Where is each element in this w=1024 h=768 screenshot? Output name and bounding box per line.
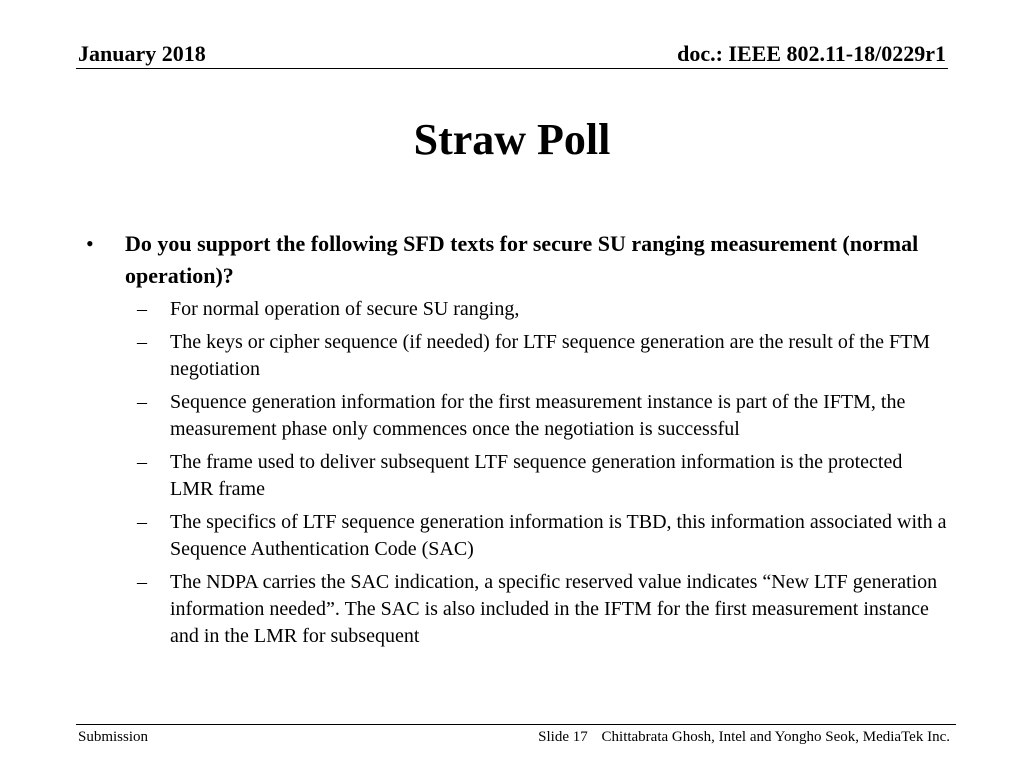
dash-glyph: –	[137, 451, 147, 473]
footer-divider	[76, 724, 956, 725]
sub-item-text: The NDPA carries the SAC indication, a specific reserved value indicates “New LTF generation information needed”. The SAC is also included in the IFTM for the first measurement instance and in the LMR for subsequent	[170, 571, 938, 647]
dash-glyph: –	[137, 511, 147, 533]
header-divider	[76, 68, 948, 69]
footer-submission: Submission	[78, 729, 149, 745]
sub-item-text: The frame used to deliver subsequent LTF sequence generation information is the protected LMR frame	[170, 451, 903, 500]
footer-authors: Chittabrata Ghosh, Intel and Yongho Seok, MediaTek Inc.	[601, 729, 950, 745]
sub-item	[125, 569, 950, 650]
dash-glyph: –	[137, 298, 147, 320]
dash-glyph: –	[137, 331, 147, 353]
bullet-glyph: •	[86, 231, 94, 256]
slide-title: Straw Poll	[413, 115, 611, 164]
main-bullet	[84, 228, 950, 292]
sub-item-text: For normal operation of secure SU ranging,	[170, 298, 520, 320]
sub-item-text: The keys or cipher sequence (if needed) for LTF sequence generation are the result of the FTM negotiation	[170, 331, 931, 380]
sub-item-text: The specifics of LTF sequence generation information is TBD, this information associated with a Sequence Authentication Code (SAC)	[170, 511, 947, 560]
question-text: Do you support the following SFD texts for secure SU ranging measurement (normal operation)?	[125, 231, 919, 288]
dash-glyph: –	[137, 391, 147, 413]
header-date: January 2018	[78, 41, 206, 66]
sub-item	[125, 389, 950, 443]
dash-glyph: –	[137, 571, 147, 593]
sub-item	[125, 329, 950, 383]
sub-item	[125, 296, 950, 323]
slide-body	[84, 228, 950, 656]
sub-list	[125, 296, 950, 650]
header-doc-id: doc.: IEEE 802.11-18/0229r1	[677, 41, 946, 66]
sub-item	[125, 449, 950, 503]
slide-number: Slide 17	[538, 729, 588, 745]
sub-item	[125, 509, 950, 563]
sub-item-text: Sequence generation information for the first measurement instance is part of the IFTM, the measurement phase only commences once the negotiation is successful	[170, 391, 906, 440]
footer-info	[538, 728, 950, 746]
sub-bullet-container	[84, 296, 950, 650]
